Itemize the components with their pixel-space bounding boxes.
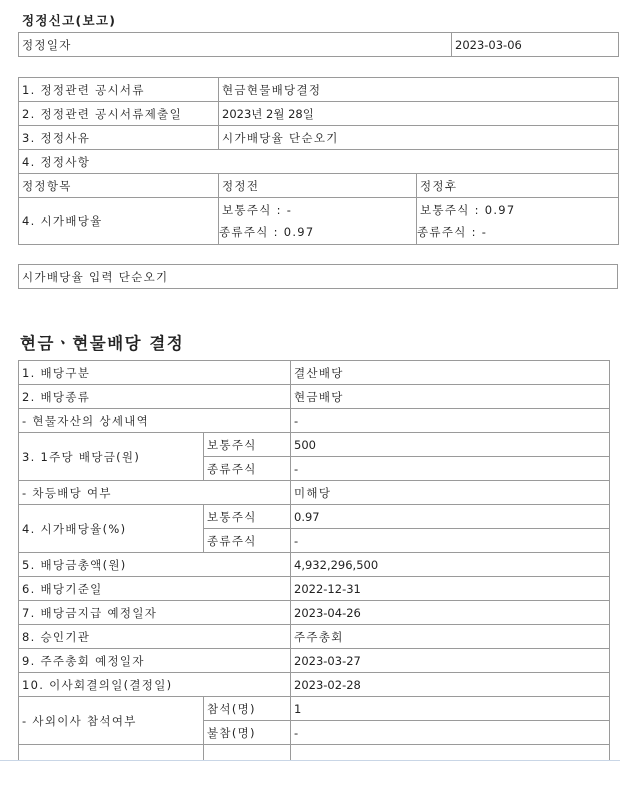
total-value: 4,932,296,500 <box>291 553 610 577</box>
correction-date-label: 정정일자 <box>19 33 452 57</box>
present-label: 참석(명) <box>204 697 291 721</box>
meeting-label: 9. 주주총회 예정일자 <box>19 649 291 673</box>
meeting-value: 2023-03-27 <box>291 649 610 673</box>
head-after: 정정후 <box>417 174 619 198</box>
absent-value: - <box>291 721 610 745</box>
viewer-bottom-area <box>0 760 620 794</box>
row-value: 2023년 2월 28일 <box>219 102 619 126</box>
correction-date-value: 2023-03-06 <box>452 33 619 57</box>
kind-value: 현금배당 <box>291 385 610 409</box>
table-row <box>19 361 610 385</box>
table-row <box>19 126 619 150</box>
before-cell <box>219 198 417 245</box>
table-row <box>19 409 610 433</box>
table-row <box>19 102 619 126</box>
table-row <box>19 505 610 529</box>
row-label: 2. 정정관련 공시서류제출일 <box>19 102 219 126</box>
table-row <box>19 697 610 721</box>
item-name: 4. 시가배당율 <box>19 198 219 245</box>
table-row <box>19 265 618 289</box>
correction-items-label: 4. 정정사항 <box>19 150 619 174</box>
asset-value: - <box>291 409 610 433</box>
table-row <box>19 33 619 57</box>
record-label: 6. 배당기준일 <box>19 577 291 601</box>
table-row <box>19 198 619 245</box>
per-share-class-label: 종류주식 <box>204 457 291 481</box>
table-row <box>19 433 610 457</box>
table-row <box>19 649 610 673</box>
correction-title: 정정신고(보고) <box>22 13 117 28</box>
row-label: 1. 정정관련 공시서류 <box>19 78 219 102</box>
pay-label: 7. 배당금지급 예정일자 <box>19 601 291 625</box>
dividend-table <box>18 360 610 760</box>
table-row <box>19 481 610 505</box>
type-value: 결산배당 <box>291 361 610 385</box>
head-before: 정정전 <box>219 174 417 198</box>
table-row <box>19 174 619 198</box>
head-item: 정정항목 <box>19 174 219 198</box>
correction-note-table <box>18 264 618 289</box>
table-row <box>19 673 610 697</box>
table-row <box>19 601 610 625</box>
table-row <box>19 78 619 102</box>
board-label: 10. 이사회결의일(결정일) <box>19 673 291 697</box>
total-label: 5. 배당금총액(원) <box>19 553 291 577</box>
correction-note: 시가배당율 입력 단순오기 <box>19 265 618 289</box>
after-line1: 보통주식 : 0.97 <box>420 203 516 217</box>
per-share-common-label: 보통주식 <box>204 433 291 457</box>
board-value: 2023-02-28 <box>291 673 610 697</box>
table-row <box>19 745 610 761</box>
table-row <box>19 553 610 577</box>
yield-common-value: 0.97 <box>291 505 610 529</box>
per-share-label: 3. 1주당 배당금(원) <box>19 433 204 481</box>
per-share-class-value: - <box>291 457 610 481</box>
table-row <box>19 625 610 649</box>
per-share-common-value: 500 <box>291 433 610 457</box>
table-row <box>19 385 610 409</box>
dividend-title: 현금ㆍ현물배당 결정 <box>20 334 185 353</box>
asset-label: - 현물자산의 상세내역 <box>19 409 291 433</box>
cut-cell <box>19 745 204 761</box>
diff-value: 미해당 <box>291 481 610 505</box>
table-row <box>19 150 619 174</box>
before-line2: 종류주식 : 0.97 <box>219 225 315 239</box>
approval-value: 주주총회 <box>291 625 610 649</box>
after-line2: 종류주식 : - <box>417 225 488 239</box>
kind-label: 2. 배당종류 <box>19 385 291 409</box>
after-cell <box>417 198 619 245</box>
pay-value: 2023-04-26 <box>291 601 610 625</box>
outside-label: - 사외이사 참석여부 <box>19 697 204 745</box>
before-line1: 보통주식 : - <box>222 203 293 217</box>
yield-common-label: 보통주식 <box>204 505 291 529</box>
table-row <box>19 577 610 601</box>
diff-label: - 차등배당 여부 <box>19 481 291 505</box>
absent-label: 불참(명) <box>204 721 291 745</box>
row-value: 시가배당율 단순오기 <box>219 126 619 150</box>
correction-date-table <box>18 32 619 57</box>
yield-class-label: 종류주식 <box>204 529 291 553</box>
cut-cell <box>291 745 610 761</box>
record-value: 2022-12-31 <box>291 577 610 601</box>
yield-class-value: - <box>291 529 610 553</box>
cut-cell <box>204 745 291 761</box>
type-label: 1. 배당구분 <box>19 361 291 385</box>
yield-label: 4. 시가배당율(%) <box>19 505 204 553</box>
present-value: 1 <box>291 697 610 721</box>
approval-label: 8. 승인기관 <box>19 625 291 649</box>
row-value: 현금현물배당결정 <box>219 78 619 102</box>
row-label: 3. 정정사유 <box>19 126 219 150</box>
correction-detail-table <box>18 77 619 245</box>
